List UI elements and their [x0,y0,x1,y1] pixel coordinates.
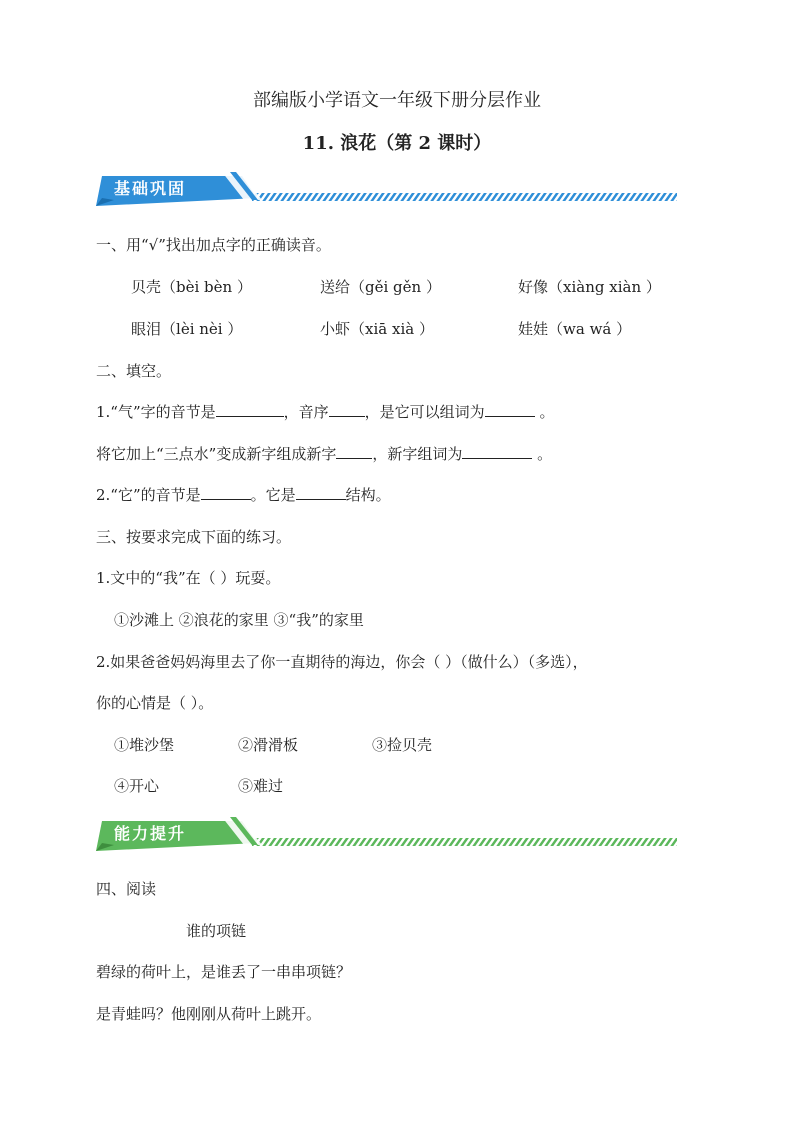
q1-item-beike: 贝壳（bèi bèn ） [131,278,252,296]
q1-item-wawa: 娃娃（wa wá ） [518,320,632,338]
q1-item-xiaoxia: 小虾（xiā xià ） [320,320,434,338]
q2-line3: 2.“它”的音节是 。它是 结构。 [96,486,391,504]
blank-order[interactable] [329,401,365,417]
q3-title: 三、按要求完成下面的练习。 [96,528,292,546]
poem-title: 谁的项链 [186,922,247,940]
q3-option-4: ④开心 [114,777,160,795]
q3-option-3: ③捡贝壳 [372,736,433,754]
q2-line2: 将它加上“三点水”变成新字组成新字 ，新字组词为 。 [96,445,553,463]
blank-structure[interactable] [296,484,346,500]
q3-item2-line1: 2.如果爸爸妈妈海里去了你一直期待的海边，你会（ ）（做什么）（多选）， [96,653,588,671]
blank-word[interactable] [485,401,535,417]
poem-line-2: 是青蛙吗？他刚刚从荷叶上跳开。 [96,1005,322,1023]
q3-item2-line2: 你的心情是（ ）。 [96,694,214,712]
q2-title: 二、填空。 [96,362,172,380]
q4-title: 四、阅读 [96,880,157,898]
blank-newchar[interactable] [336,443,372,459]
q1-title: 一、用“√”找出加点字的正确读音。 [96,236,331,254]
section-banner-basic [92,170,682,210]
q3-item1: 1.文中的“我”在（ ）玩耍。 [96,569,281,587]
blank-newword[interactable] [462,443,532,459]
q3-option-2: ②滑滑板 [238,736,299,754]
q3-item1-options: ①沙滩上 ②浪花的家里 ③“我”的家里 [114,611,364,629]
q1-item-songgei: 送给（gěi gěn ） [320,278,441,296]
section-banner-advanced [92,815,682,855]
q3-option-5: ⑤难过 [238,777,284,795]
blank-syllable[interactable] [216,401,284,417]
banner-basic-label: 基础巩固 [114,179,187,198]
q3-option-1: ①堆沙堡 [114,736,175,754]
q1-item-haoxiang: 好像（xiàng xiàn ） [518,278,661,296]
lesson-subtitle: 11. 浪花（第 2 课时） [302,133,492,154]
q1-item-yanlei: 眼泪（lèi nèi ） [131,320,243,338]
document-title: 部编版小学语文一年级下册分层作业 [253,90,541,111]
q2-line1: 1.“气”字的音节是 ，音序 ，是它可以组词为 。 [96,403,555,421]
blank-ta-syllable[interactable] [201,484,251,500]
banner-advanced-label: 能力提升 [114,824,187,843]
poem-line-1: 碧绿的荷叶上，是谁丢了一串串项链？ [96,963,352,981]
